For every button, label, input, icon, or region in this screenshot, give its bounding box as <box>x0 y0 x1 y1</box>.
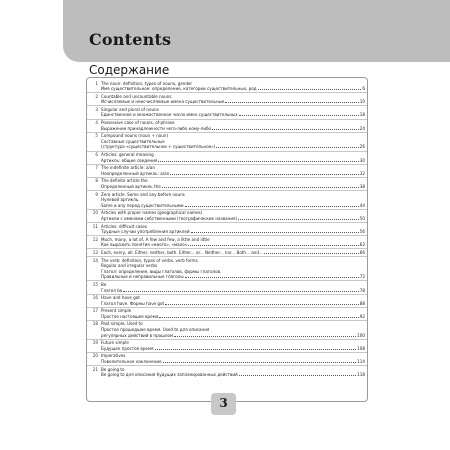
toc-entry-line: The noun: definition, types of nouns, gender <box>101 80 193 86</box>
toc-entry <box>87 133 367 152</box>
toc-entry-leader-line <box>101 301 365 307</box>
toc-entry-page: 72 <box>359 274 365 280</box>
toc-entry <box>87 80 367 93</box>
toc-entry-title: Неопределенный артикль: a/an <box>101 170 170 176</box>
toc-entry <box>87 249 367 257</box>
toc-entry-leader-line <box>101 216 365 222</box>
toc-entry-line: Past simple, Used to <box>101 321 143 327</box>
toc-entry-title: Each, every, all. Either, neither, both. Either... or... Neither... nor... Both... and... <box>101 249 263 255</box>
toc-entry-page: 100 <box>357 332 365 338</box>
dot-leader <box>158 158 358 162</box>
toc-entry-leader-line <box>101 333 365 339</box>
toc-entry-leader-line <box>101 250 365 256</box>
dot-leader <box>264 250 359 254</box>
toc-entry-title: Исчисляемые и неисчисляемые имена существительные <box>101 99 225 105</box>
toc-entry-page: 32 <box>359 170 365 176</box>
dot-leader <box>123 288 358 292</box>
toc-entry-leader-line <box>101 314 365 320</box>
toc-entry <box>87 191 367 210</box>
toc-entry-leader-line <box>101 274 365 280</box>
toc-entry-title: Определенный артикль the <box>101 184 161 189</box>
dot-leader <box>174 333 356 337</box>
dot-leader <box>185 203 359 207</box>
dot-leader <box>162 184 359 188</box>
toc-entry-number: 6 <box>95 152 98 158</box>
toc-entry-page: 30 <box>359 157 365 163</box>
toc-entry-title: Простое настоящее время <box>101 313 159 319</box>
toc-entry-title: Be going to для описания будущих запланированных действий <box>101 372 238 378</box>
toc-entry-leader-line <box>101 171 365 177</box>
toc-entry-line: Глагол: определение, виды глаголов, формы глаголов. <box>101 268 222 274</box>
toc-list <box>87 80 367 378</box>
toc-entry-page: 92 <box>359 313 365 319</box>
dot-leader <box>239 112 359 116</box>
dot-leader <box>239 372 357 376</box>
toc-entry-number: 21 <box>92 366 98 372</box>
toc-entry-line: Countable and uncountable nouns <box>101 93 172 99</box>
toc-entry <box>87 321 367 340</box>
toc-entry-title: Глагол be <box>101 287 123 293</box>
toc-entry-page: 66 <box>359 249 365 255</box>
toc-entry-leader-line <box>101 346 365 352</box>
toc-entry-page: 24 <box>359 125 365 131</box>
toc-entry-page: 26 <box>359 144 365 150</box>
dot-leader <box>155 346 357 350</box>
toc-entry-title: Имя существительное: определение, категории существительных, род <box>101 86 257 92</box>
toc-entry <box>87 152 367 165</box>
toc-entry-page: 18 <box>359 112 365 118</box>
toc-entry <box>87 308 367 321</box>
toc-entry-line: Regular and irregular verbs <box>101 263 158 269</box>
toc-entry <box>87 295 367 308</box>
toc-entry-number: 20 <box>92 353 98 359</box>
toc-entry-leader-line <box>101 372 365 378</box>
page-number-badge <box>211 393 236 415</box>
toc-entry <box>87 340 367 353</box>
toc-entry-leader-line <box>101 144 365 150</box>
toc-entry-line: Singular and plural of nouns <box>101 106 159 112</box>
toc-entry-line: Future simple <box>101 340 129 346</box>
toc-entry-page: 50 <box>359 215 365 221</box>
toc-entry-number: 14 <box>92 257 98 263</box>
toc-entry-number: 7 <box>95 165 98 171</box>
toc-entry-line: Articles: general meaning <box>101 152 154 158</box>
dot-leader <box>258 86 362 90</box>
toc-entry-number: 13 <box>92 249 98 255</box>
toc-entry-leader-line <box>101 359 365 365</box>
page-number: 3 <box>219 396 228 410</box>
toc-entry <box>87 93 367 106</box>
toc-entry-page: 78 <box>359 287 365 293</box>
dot-leader <box>216 144 358 148</box>
toc-entry <box>87 353 367 366</box>
toc-entry-line: Imperatives <box>101 353 126 359</box>
dot-leader <box>212 126 359 130</box>
toc-entry-number: 2 <box>95 93 98 99</box>
toc-entry <box>87 366 367 378</box>
toc-entry-title: Выражение принадлежности чего-либо кому-либо <box>101 125 212 131</box>
dot-leader <box>170 171 359 175</box>
toc-entry-leader-line <box>101 288 365 294</box>
toc-entry-title: Как выразить понятия «много», «мало» <box>101 242 188 248</box>
toc-entry-leader-line <box>101 184 365 190</box>
toc-entry-number: 15 <box>92 281 98 287</box>
toc-entry-line: Articles with proper names (geographical names) <box>101 210 203 216</box>
toc-entry-title: Глагол have. Формы have got <box>101 300 165 306</box>
toc-entry-leader-line <box>101 242 365 248</box>
dot-leader <box>165 301 359 305</box>
toc-entry-title: Единственное и множественное число имен существительных <box>101 112 238 118</box>
toc-entry-leader-line <box>101 229 365 235</box>
toc-entry-page: 88 <box>359 300 365 306</box>
toc-entry-number: 10 <box>92 210 98 216</box>
toc-entry-line: Простое прошедшее время. Used to для описания <box>101 327 210 333</box>
toc-entry-line: The indefinite article: a/an <box>101 165 156 171</box>
toc-entry-number: 18 <box>92 321 98 327</box>
toc-entry-number: 11 <box>92 223 98 229</box>
toc-entry-number: 1 <box>95 80 98 86</box>
page-subtitle: Содержание <box>89 63 170 77</box>
toc-entry-page: 10 <box>359 99 365 105</box>
toc-entry-line: Possessive case of nouns, of-phrase <box>101 120 175 126</box>
toc-entry-title: Будущее простое время <box>101 345 154 351</box>
toc-entry-page: 62 <box>359 242 365 248</box>
toc-entry-title: Артикли с именами собственными (географические названия) <box>101 215 238 221</box>
toc-entry-number: 5 <box>95 133 98 139</box>
toc-entry-leader-line <box>101 158 365 164</box>
toc-entry-title: (структура «существительное + существительное») <box>101 144 216 150</box>
toc-entry-page: 108 <box>357 345 365 351</box>
dot-leader <box>191 229 359 233</box>
toc-entry-line: Compound nouns (noun + noun) <box>101 133 169 139</box>
toc-entry-page: 44 <box>359 202 365 208</box>
toc-entry <box>87 236 367 249</box>
toc-entry <box>87 210 367 223</box>
toc-entry-line: Present simple <box>101 308 132 314</box>
toc-entry-title: Повелительное наклонение <box>101 359 162 365</box>
toc-entry-number: 3 <box>95 106 98 112</box>
toc-entry-page: 38 <box>359 184 365 189</box>
toc-entry-leader-line <box>101 126 365 132</box>
page-title: Contents <box>89 30 172 49</box>
toc-entry-page: 6 <box>362 86 365 92</box>
toc-entry-title: Правильные и неправильные глаголы <box>101 274 184 280</box>
toc-entry-number: 19 <box>92 340 98 346</box>
table-of-contents <box>86 77 368 402</box>
toc-entry-leader-line <box>101 112 365 118</box>
toc-entry <box>87 178 367 191</box>
toc-entry-title: Артикль: общие сведения <box>101 157 158 163</box>
toc-entry <box>87 165 367 178</box>
dot-leader <box>188 242 359 246</box>
dot-leader <box>238 216 359 220</box>
toc-entry <box>87 281 367 294</box>
toc-entry-line: Be going to <box>101 366 125 372</box>
toc-entry-title: Трудные случаи употребления артиклей <box>101 229 190 235</box>
toc-entry <box>87 120 367 133</box>
toc-entry-page: 118 <box>357 372 365 378</box>
toc-entry-number: 17 <box>92 308 98 314</box>
toc-entry <box>87 257 367 281</box>
toc-entry-number: 9 <box>95 191 98 197</box>
dot-leader <box>225 99 358 103</box>
toc-entry-line: The definite article the <box>101 178 148 184</box>
toc-entry-page: 114 <box>357 359 365 365</box>
toc-entry-title: регулярных действий в прошлом <box>101 332 174 338</box>
toc-entry-line: The verb: definition, types of verbs, verb forms. <box>101 257 199 263</box>
toc-entry-number: 4 <box>95 120 98 126</box>
toc-entry-leader-line <box>101 86 365 92</box>
dot-leader <box>159 314 359 318</box>
toc-entry-line: Have and have got <box>101 295 140 301</box>
toc-entry-number: 8 <box>95 178 98 184</box>
toc-entry-number: 16 <box>92 295 98 301</box>
dot-leader <box>163 359 357 363</box>
toc-entry-leader-line <box>101 99 365 105</box>
toc-entry-title: Some и any перед существительными <box>101 202 184 208</box>
toc-entry <box>87 106 367 119</box>
toc-entry-line: Zero article. Some and any before nouns <box>101 191 185 197</box>
toc-entry <box>87 223 367 236</box>
toc-entry-number: 12 <box>92 236 98 242</box>
dot-leader <box>185 274 359 278</box>
toc-entry-line: Нулевой артикль. <box>101 197 140 203</box>
toc-entry-line: Be <box>101 281 107 287</box>
toc-entry-leader-line <box>101 203 365 209</box>
toc-entry-line: Составные существительные <box>101 138 165 144</box>
toc-entry-page: 56 <box>359 229 365 235</box>
toc-entry-line: Articles: difficult cases <box>101 223 148 229</box>
toc-entry-line: Much, many, a lot of, A few and few, a little and little <box>101 236 210 242</box>
